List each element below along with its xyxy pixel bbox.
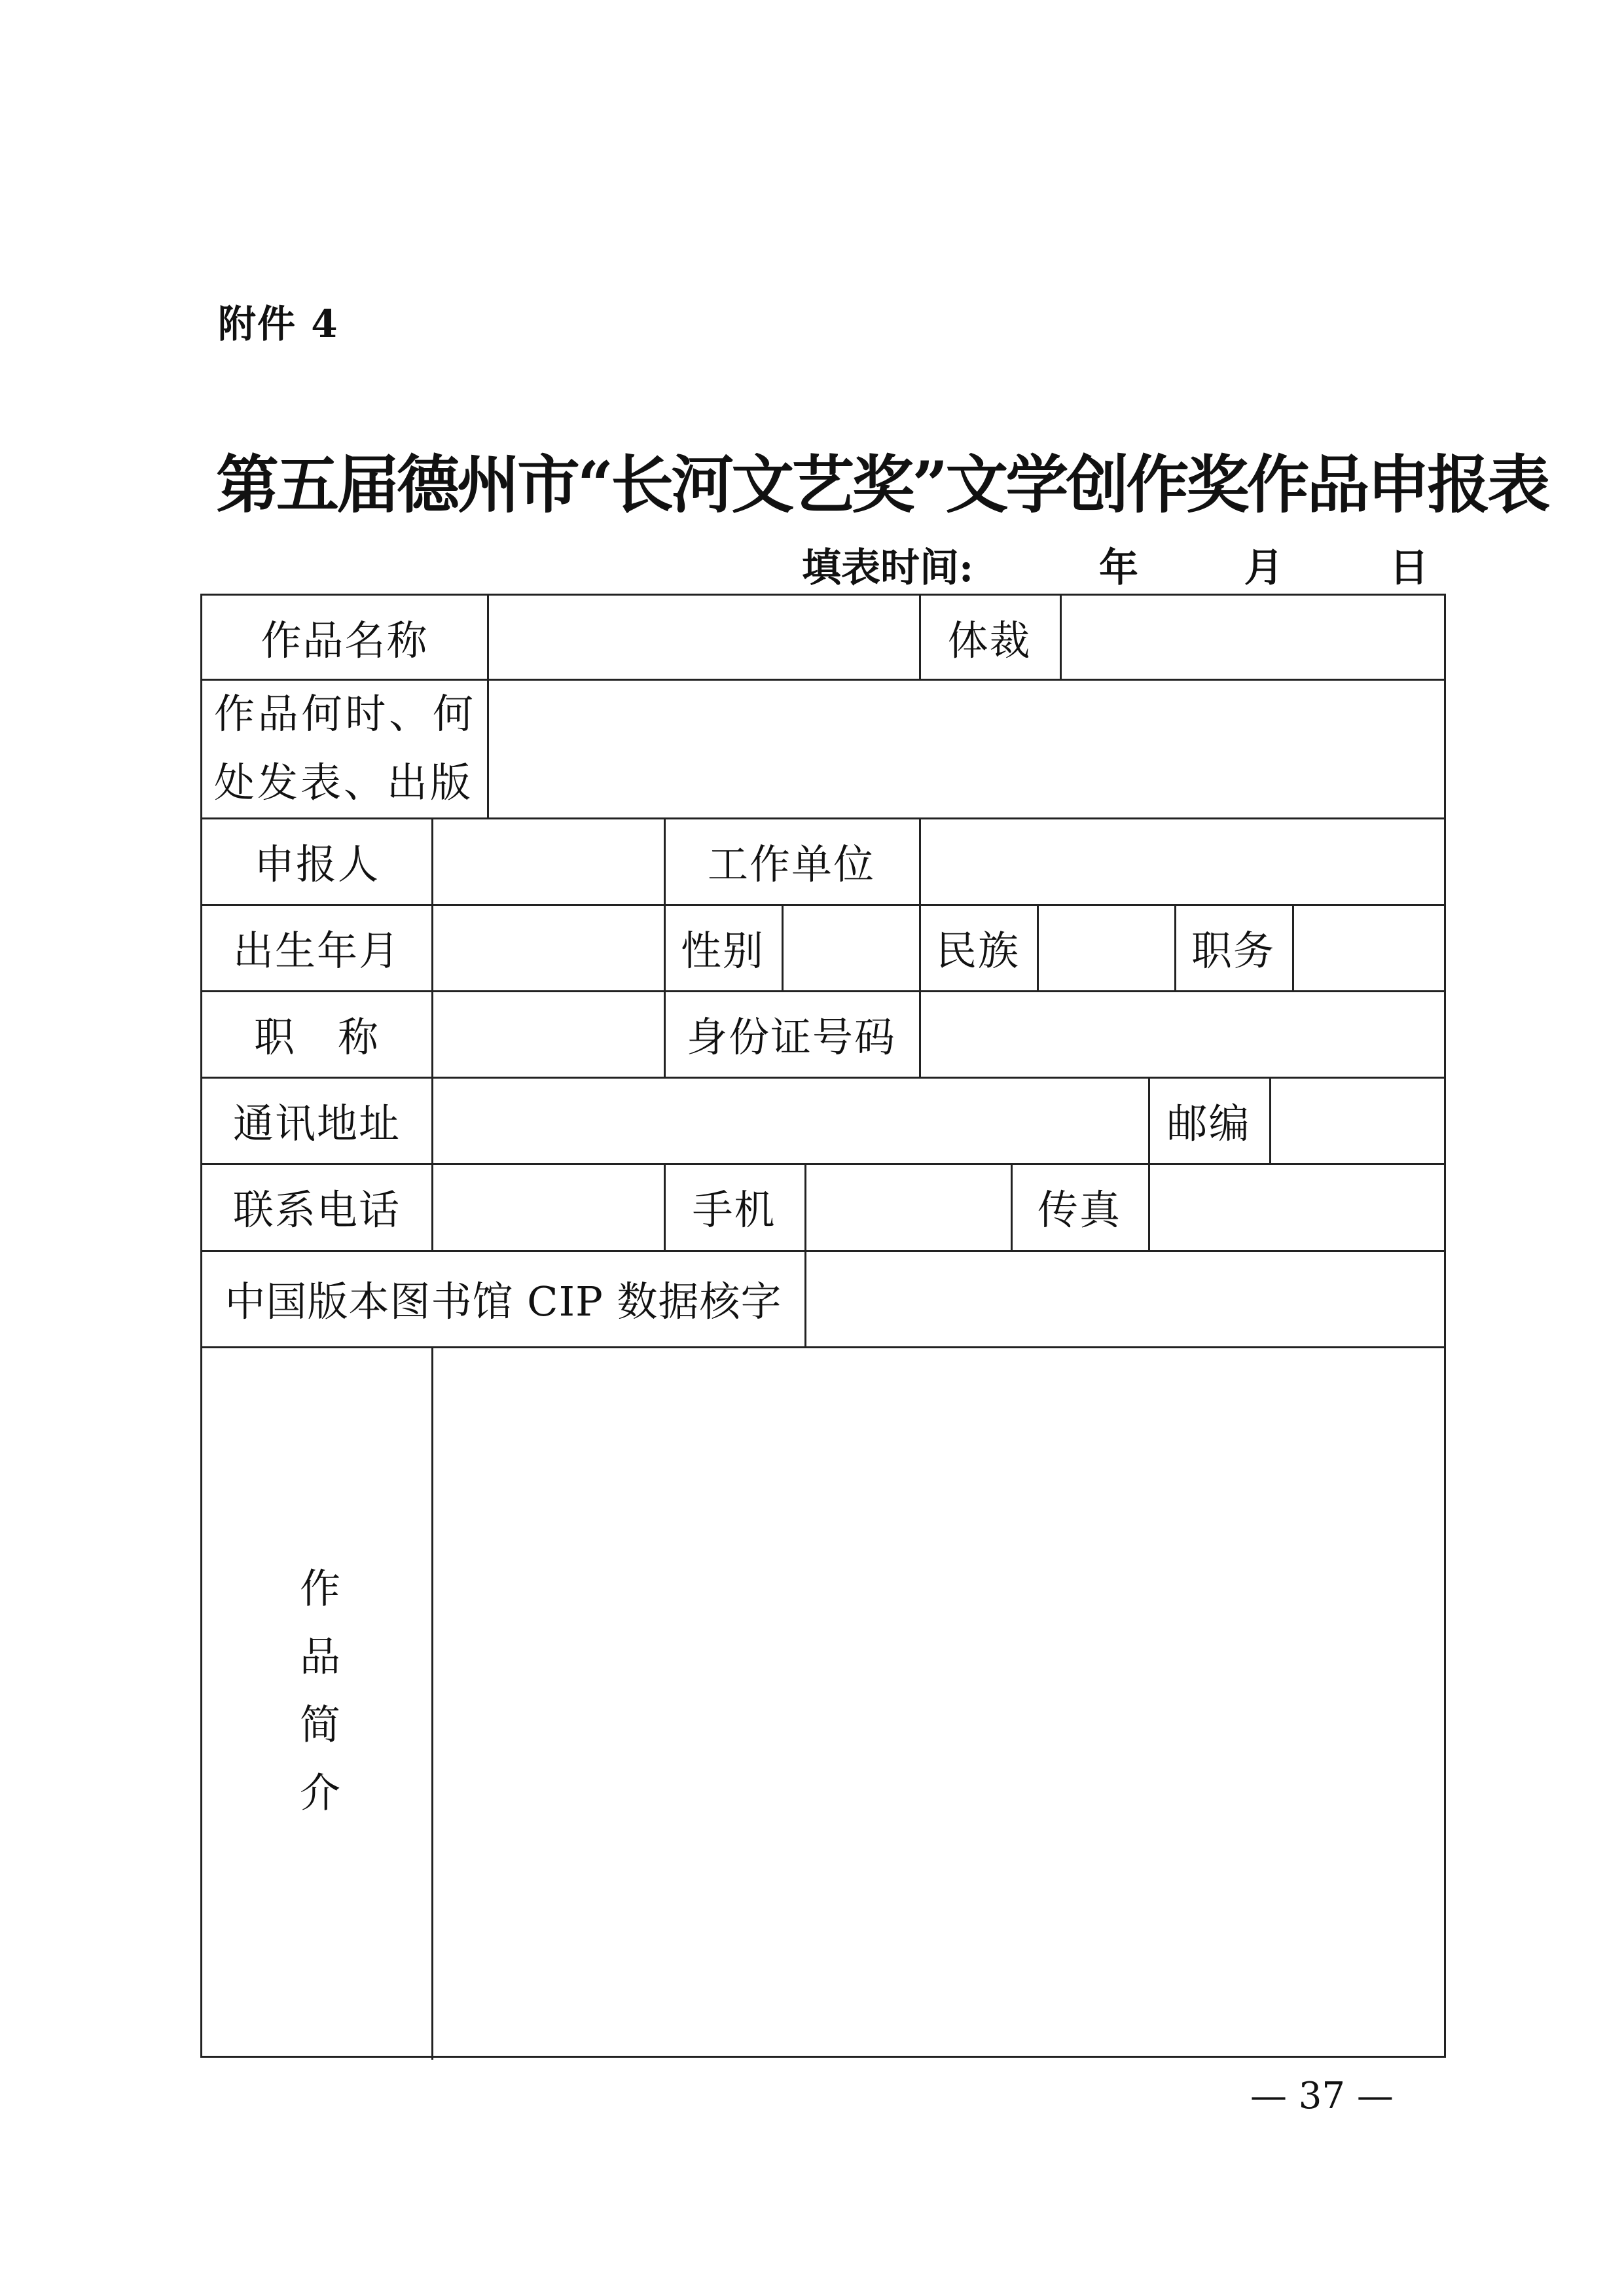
page-number: — 37 — — [1250, 2075, 1394, 2117]
publish-info-label: 作品何时、何处发表、出版 — [214, 690, 476, 806]
application-form — [200, 594, 1446, 2058]
cip-label: 中国版本图书馆 CIP 数据核字 — [225, 1278, 782, 1325]
fill-date-line — [802, 537, 1429, 593]
applicant-field[interactable] — [433, 817, 664, 904]
fill-date-label: 填表时间: — [802, 545, 974, 591]
applicant-label: 申报人 — [253, 840, 380, 888]
attachment-label: 附件 4 — [218, 302, 339, 346]
genre-field[interactable] — [1062, 596, 1444, 679]
work-unit-field[interactable] — [921, 817, 1444, 904]
mobile-field[interactable] — [806, 1163, 1011, 1250]
title-rank-field[interactable] — [433, 990, 664, 1077]
address-label: 通讯地址 — [232, 1099, 401, 1147]
address-field[interactable] — [433, 1077, 1148, 1163]
fill-date-day-label: 日 — [1389, 545, 1429, 591]
phone-label: 联系电话 — [232, 1186, 401, 1234]
summary-field[interactable] — [433, 1348, 1444, 2056]
gender-field[interactable] — [784, 904, 919, 990]
phone-field[interactable] — [433, 1163, 664, 1250]
postcode-label: 邮编 — [1166, 1099, 1251, 1147]
publish-info-field[interactable] — [489, 679, 1444, 817]
genre-label: 体裁 — [947, 617, 1032, 664]
summary-label-cell — [202, 1346, 431, 2060]
work-name-field[interactable] — [489, 596, 919, 679]
page-title: 第五届德州市“长河文艺奖”文学创作奖作品申报表 — [216, 448, 1548, 522]
gender-label: 性别 — [680, 926, 765, 975]
work-name-label: 作品名称 — [261, 617, 429, 664]
fill-date-year-label: 年 — [1098, 545, 1138, 591]
id-number-label: 身份证号码 — [686, 1013, 896, 1061]
ethnicity-field[interactable] — [1039, 904, 1174, 990]
title-rank-label: 职 称 — [253, 1013, 380, 1061]
id-number-field[interactable] — [921, 990, 1444, 1077]
summary-label: 作品简介 — [293, 1567, 341, 1839]
ethnicity-label: 民族 — [935, 926, 1020, 975]
postcode-field[interactable] — [1271, 1077, 1444, 1163]
fax-label: 传真 — [1037, 1186, 1121, 1234]
position-label: 职务 — [1191, 926, 1275, 975]
fill-date-month-label: 月 — [1244, 545, 1284, 591]
work-unit-label: 工作单位 — [707, 840, 875, 888]
cip-field[interactable] — [806, 1250, 1444, 1346]
birth-date-field[interactable] — [433, 904, 664, 990]
position-field[interactable] — [1294, 904, 1444, 990]
mobile-label: 手机 — [692, 1186, 776, 1234]
birth-date-label: 出生年月 — [232, 926, 401, 975]
fax-field[interactable] — [1150, 1163, 1444, 1250]
